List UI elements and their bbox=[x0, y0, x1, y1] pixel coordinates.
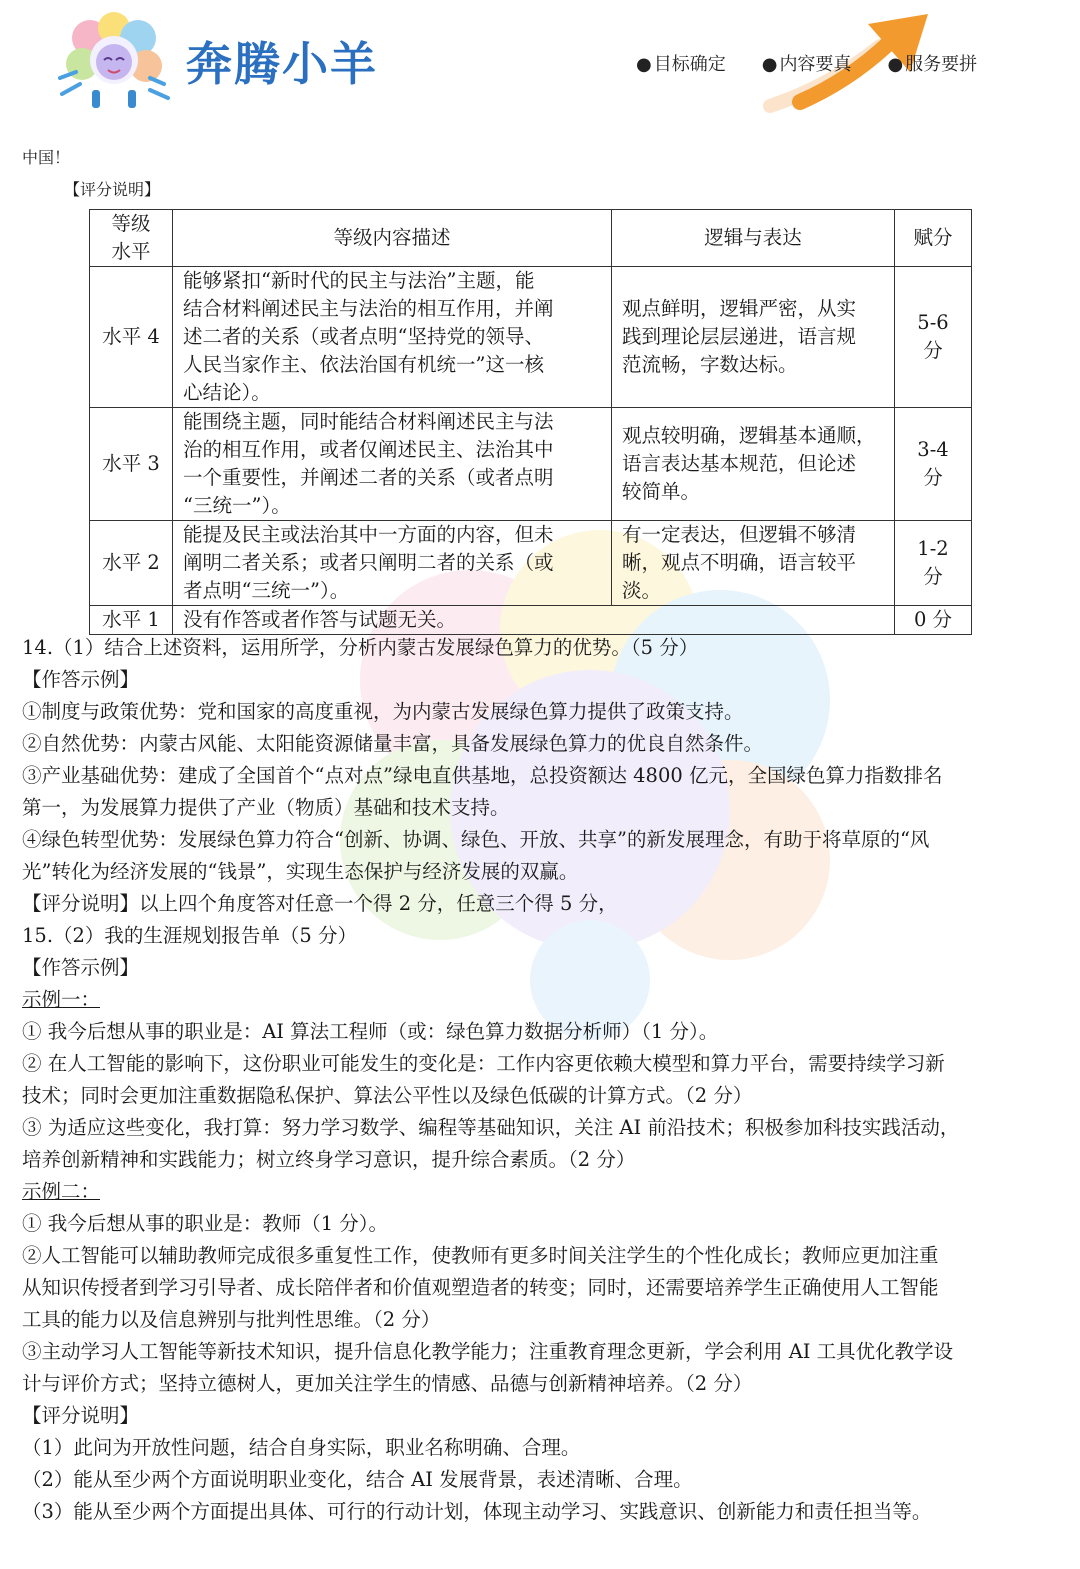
q15-scoring-title: 【评分说明】 bbox=[22, 1404, 140, 1427]
slogan-item: ● 内容要真 bbox=[762, 50, 852, 76]
example-two-line: ③主动学习人工智能等新技术知识，提升信息化教学能力；注重教育理念更新，学会利用 AI 工具优化教学设 bbox=[22, 1340, 954, 1363]
cell-desc: 能够紧扣“新时代的民主与法治”主题，能 结合材料阐述民主与法治的相互作用，并阐 述二者的关系（或者点明“坚持党的领导、 人民当家作主、依法治国有机统一”这一核 心结论）。 bbox=[173, 267, 612, 408]
header-logic: 逻辑与表达 bbox=[612, 210, 895, 267]
q14-example-title: 【作答示例】 bbox=[22, 668, 140, 691]
example-one-line: ② 在人工智能的影响下，这份职业可能发生的变化是：工作内容更依赖大模型和算力平台，需要持续学习新 bbox=[22, 1052, 945, 1075]
q14-title: 14.（1）结合上述资料，运用所学，分析内蒙古发展绿色算力的优势。（5 分） bbox=[22, 636, 699, 659]
header-level: 等级 水平 bbox=[90, 210, 173, 267]
cell-level: 水平 2 bbox=[90, 521, 173, 606]
cell-logic: 观点鲜明，逻辑严密，从实 践到理论层层递进，语言规 范流畅，字数达标。 bbox=[612, 267, 895, 408]
example-one-title: 示例一： bbox=[22, 988, 101, 1011]
cell-desc: 能围绕主题，同时能结合材料阐述民主与法 治的相互作用，或者仅阐述民主、法治其中 一个重要性，并阐述二者的关系（或者点明 “三统一”）。 bbox=[173, 408, 612, 521]
cell-logic: 有一定表达，但逻辑不够清 晰，观点不明确，语言较平 淡。 bbox=[612, 521, 895, 606]
q14-scoring: 【评分说明】以上四个角度答对任意一个得 2 分，任意三个得 5 分， bbox=[22, 892, 618, 915]
q15-example-title: 【作答示例】 bbox=[22, 956, 140, 979]
example-two-line: ②人工智能可以辅助教师完成很多重复性工作，使教师有更多时间关注学生的个性化成长；教师应更加注重 bbox=[22, 1244, 939, 1267]
cell-level: 水平 1 bbox=[90, 606, 173, 635]
scoring-title: 【评分说明】 bbox=[64, 180, 161, 199]
brand-name: 奔腾小羊 bbox=[186, 37, 378, 91]
example-one-line: 技术；同时会更加注重数据隐私保护、算法公平性以及绿色低碳的计算方式。（2 分） bbox=[22, 1084, 753, 1107]
sheep-logo-icon bbox=[52, 8, 180, 112]
page-header bbox=[0, 0, 1080, 125]
q14-line: ③产业基础优势：建成了全国首个“点对点”绿电直供基地，总投资额达 4800 亿元，全国绿色算力指数排名 bbox=[22, 764, 943, 787]
example-two-title: 示例二： bbox=[22, 1180, 101, 1203]
intro-tail: 中国！ bbox=[22, 148, 71, 167]
cell-score: 3-4 分 bbox=[895, 408, 972, 521]
table-row bbox=[90, 521, 972, 606]
example-one-line: ① 我今后想从事的职业是：AI 算法工程师（或：绿色算力数据分析师）（1 分）。 bbox=[22, 1020, 719, 1043]
cell-score: 5-6 分 bbox=[895, 267, 972, 408]
cell-level: 水平 3 bbox=[90, 408, 173, 521]
cell-score: 0 分 bbox=[895, 606, 972, 635]
q15-scoring-line: （3）能从至少两个方面提出具体、可行的行动计划，体现主动学习、实践意识、创新能力和责任担当等。 bbox=[22, 1500, 932, 1523]
example-two-line: 从知识传授者到学习引导者、成长陪伴者和价值观塑造者的转变；同时，还需要培养学生正确使用人工智能 bbox=[22, 1276, 939, 1299]
table-row bbox=[90, 606, 972, 635]
slogan-item: ● 服务要拼 bbox=[887, 50, 977, 76]
slogan-list bbox=[636, 50, 977, 76]
answer-body bbox=[22, 632, 1042, 1528]
example-two-line: 工具的能力以及信息辨别与批判性思维。（2 分） bbox=[22, 1308, 441, 1331]
table-row bbox=[90, 408, 972, 521]
cell-desc: 没有作答或者作答与试题无关。 bbox=[173, 606, 895, 635]
cell-score: 1-2 分 bbox=[895, 521, 972, 606]
slogan-item: ● 目标确定 bbox=[636, 50, 726, 76]
grading-table bbox=[89, 209, 972, 635]
q15-scoring-line: （1）此问为开放性问题，结合自身实际，职业名称明确、合理。 bbox=[22, 1436, 581, 1459]
q14-line: 第一，为发展算力提供了产业（物质）基础和技术支持。 bbox=[22, 796, 510, 819]
q14-line: ②自然优势：内蒙古风能、太阳能资源储量丰富，具备发展绿色算力的优良自然条件。 bbox=[22, 732, 764, 755]
header-desc: 等级内容描述 bbox=[173, 210, 612, 267]
q15-scoring-line: （2）能从至少两个方面说明职业变化，结合 AI 发展背景，表述清晰、合理。 bbox=[22, 1468, 693, 1491]
table-header-row bbox=[90, 210, 972, 267]
q14-line: ④绿色转型优势：发展绿色算力符合“创新、协调、绿色、开放、共享”的新发展理念，有助于将草原的“风 bbox=[22, 828, 930, 851]
example-two-line: ① 我今后想从事的职业是：教师（1 分）。 bbox=[22, 1212, 389, 1235]
q14-line: 光”转化为经济发展的“钱景”，实现生态保护与经济发展的双赢。 bbox=[22, 860, 579, 883]
header-score: 赋分 bbox=[895, 210, 972, 267]
example-one-line: ③ 为适应这些变化，我打算：努力学习数学、编程等基础知识，关注 AI 前沿技术；积极参加科技实践活动， bbox=[22, 1116, 960, 1139]
cell-logic: 观点较明确，逻辑基本通顺， 语言表达基本规范，但论述 较简单。 bbox=[612, 408, 895, 521]
cell-desc: 能提及民主或法治其中一方面的内容，但未 阐明二者关系；或者只阐明二者的关系（或 者点明“三统一”）。 bbox=[173, 521, 612, 606]
q14-line: ①制度与政策优势：党和国家的高度重视，为内蒙古发展绿色算力提供了政策支持。 bbox=[22, 700, 744, 723]
example-one-line: 培养创新精神和实践能力；树立终身学习意识，提升综合素质。（2 分） bbox=[22, 1148, 636, 1171]
example-two-line: 计与评价方式；坚持立德树人，更加关注学生的情感、品德与创新精神培养。（2 分） bbox=[22, 1372, 753, 1395]
table-row bbox=[90, 267, 972, 408]
q15-title: 15.（2）我的生涯规划报告单（5 分） bbox=[22, 924, 358, 947]
cell-level: 水平 4 bbox=[90, 267, 173, 408]
